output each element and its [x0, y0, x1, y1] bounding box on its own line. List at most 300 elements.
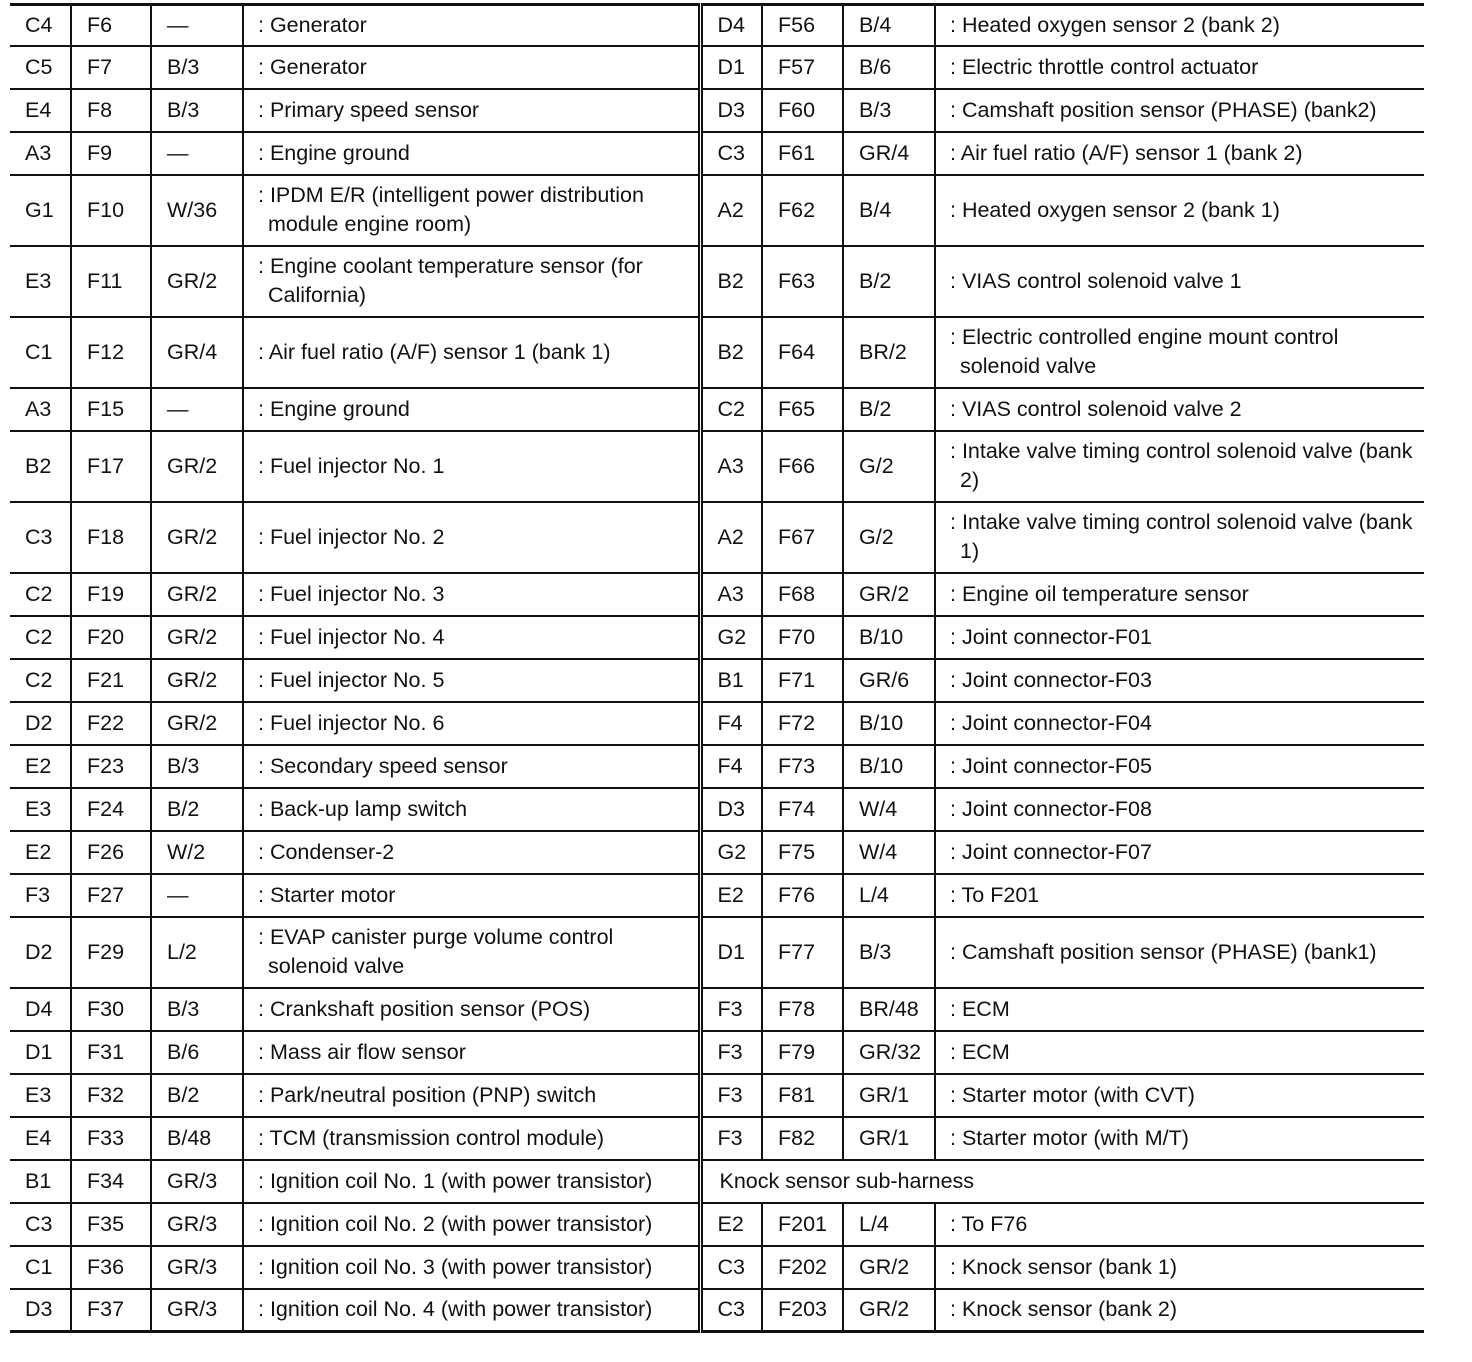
right-connector-no-cell	[762, 831, 843, 874]
left-grid-ref: C5	[25, 54, 53, 79]
right-connector-no-cell	[762, 246, 843, 317]
left-grid-ref-cell	[10, 831, 71, 874]
table-row	[10, 988, 1424, 1031]
left-connector-no-cell	[71, 1160, 151, 1203]
left-connector-no: F24	[87, 796, 125, 821]
left-connector-no-cell	[71, 788, 151, 831]
right-connector-type: L/4	[859, 882, 889, 907]
right-connector-type-cell	[843, 431, 935, 502]
left-grid-ref: B2	[25, 453, 52, 478]
left-grid-ref: D2	[25, 710, 53, 735]
connector-table	[10, 3, 1424, 1333]
right-connector-no: F82	[778, 1125, 816, 1150]
right-connector-no: F70	[778, 624, 816, 649]
left-connector-type: B/2	[167, 796, 200, 821]
right-description-cell	[935, 431, 1424, 502]
right-connector-no-cell	[762, 702, 843, 745]
right-connector-type: BR/2	[859, 339, 907, 364]
right-connector-no: F72	[778, 710, 816, 735]
left-grid-ref-cell	[10, 1203, 71, 1246]
right-connector-type: GR/1	[859, 1125, 910, 1150]
right-grid-ref: G2	[717, 839, 747, 864]
right-grid-ref: A3	[717, 453, 744, 478]
left-description: : Secondary speed sensor	[258, 753, 508, 778]
left-connector-type: B/48	[167, 1125, 212, 1150]
right-description-cell	[935, 1246, 1424, 1289]
left-grid-ref: C1	[25, 1254, 53, 1279]
left-connector-no: F18	[87, 524, 125, 549]
right-connector-no-cell	[762, 46, 843, 89]
left-connector-no-cell	[71, 745, 151, 788]
left-grid-ref-cell	[10, 788, 71, 831]
left-connector-type-cell	[151, 1246, 243, 1289]
right-grid-ref-cell	[700, 1289, 762, 1332]
right-description-cell	[935, 502, 1424, 573]
right-description: : VIAS control solenoid valve 2	[950, 396, 1242, 421]
right-description-cell	[935, 616, 1424, 659]
right-connector-type: B/3	[859, 97, 892, 122]
left-description: : Condenser-2	[258, 839, 395, 864]
right-connector-type-cell	[843, 1117, 935, 1160]
right-grid-ref: F3	[717, 1125, 743, 1150]
right-connector-no-cell	[762, 788, 843, 831]
right-connector-no: F63	[778, 268, 816, 293]
left-connector-type-cell	[151, 317, 243, 388]
right-connector-type: GR/4	[859, 140, 910, 165]
left-connector-no: F10	[87, 197, 125, 222]
table-row	[10, 831, 1424, 874]
right-grid-ref: G2	[717, 624, 747, 649]
right-connector-type-cell	[843, 702, 935, 745]
left-connector-no-cell	[71, 1203, 151, 1246]
left-connector-type: GR/3	[167, 1168, 218, 1193]
right-description-cell	[935, 5, 1424, 46]
left-connector-type: B/2	[167, 1082, 200, 1107]
left-description-cell	[243, 988, 700, 1031]
right-connector-no: F66	[778, 453, 816, 478]
right-description: : Heated oxygen sensor 2 (bank 1)	[950, 197, 1280, 222]
left-connector-no-cell	[71, 659, 151, 702]
left-description-cell	[243, 132, 700, 175]
left-connector-no-cell	[71, 317, 151, 388]
right-connector-type-cell	[843, 874, 935, 917]
right-description-cell	[935, 788, 1424, 831]
left-connector-no: F33	[87, 1125, 125, 1150]
right-description: : Intake valve timing control solenoid valve (bank 1)	[950, 510, 1413, 563]
left-connector-type: B/3	[167, 996, 200, 1021]
right-connector-no-cell	[762, 1117, 843, 1160]
right-description: : To F201	[950, 882, 1040, 907]
left-connector-type: —	[167, 140, 189, 165]
left-grid-ref-cell	[10, 46, 71, 89]
right-description-cell	[935, 1203, 1424, 1246]
right-description: : Knock sensor (bank 2)	[950, 1297, 1178, 1322]
right-description-cell	[935, 89, 1424, 132]
left-description: : Fuel injector No. 3	[258, 581, 445, 606]
right-grid-ref: E2	[717, 1211, 744, 1236]
right-description: : Knock sensor (bank 1)	[950, 1254, 1178, 1279]
left-connector-no: F29	[87, 939, 125, 964]
left-grid-ref-cell	[10, 745, 71, 788]
left-grid-ref: E3	[25, 268, 52, 293]
table-row	[10, 1074, 1424, 1117]
left-connector-type-cell	[151, 616, 243, 659]
right-connector-no-cell	[762, 1031, 843, 1074]
right-connector-no: F60	[778, 97, 816, 122]
table-row	[10, 89, 1424, 132]
right-grid-ref: A3	[717, 581, 744, 606]
right-grid-ref-cell	[700, 702, 762, 745]
right-grid-ref-cell	[700, 1117, 762, 1160]
right-connector-type-cell	[843, 616, 935, 659]
right-grid-ref-cell	[700, 132, 762, 175]
right-grid-ref: B1	[717, 667, 744, 692]
right-connector-type-cell	[843, 46, 935, 89]
right-connector-no-cell	[762, 745, 843, 788]
left-grid-ref-cell	[10, 1031, 71, 1074]
right-connector-type: B/3	[859, 939, 892, 964]
left-description: : Back-up lamp switch	[258, 796, 468, 821]
right-connector-type: GR/1	[859, 1082, 910, 1107]
right-connector-type: GR/32	[859, 1039, 922, 1064]
left-connector-no-cell	[71, 831, 151, 874]
left-connector-type: B/3	[167, 753, 200, 778]
table-row	[10, 616, 1424, 659]
left-connector-no: F26	[87, 839, 125, 864]
right-connector-no-cell	[762, 502, 843, 573]
left-connector-type-cell	[151, 1117, 243, 1160]
left-connector-type: GR/2	[167, 624, 218, 649]
left-description: : TCM (transmission control module)	[258, 1125, 605, 1150]
right-grid-ref-cell	[700, 988, 762, 1031]
right-connector-no-cell	[762, 659, 843, 702]
left-connector-type: GR/2	[167, 268, 218, 293]
left-description: : IPDM E/R (intelligent power distribution module engine room)	[258, 183, 644, 236]
left-connector-type: B/3	[167, 97, 200, 122]
right-description-cell	[935, 132, 1424, 175]
left-connector-type-cell	[151, 388, 243, 431]
right-connector-type-cell	[843, 132, 935, 175]
right-connector-type: W/4	[859, 839, 898, 864]
table-row	[10, 917, 1424, 988]
left-grid-ref-cell	[10, 175, 71, 246]
right-connector-no: F77	[778, 939, 816, 964]
left-description: : Ignition coil No. 1 (with power transistor)	[258, 1168, 653, 1193]
right-description-cell	[935, 1289, 1424, 1332]
left-connector-type: W/2	[167, 839, 206, 864]
left-grid-ref: D4	[25, 996, 53, 1021]
left-description: : Fuel injector No. 5	[258, 667, 445, 692]
table-row	[10, 1031, 1424, 1074]
right-grid-ref-cell	[700, 388, 762, 431]
right-connector-type-cell	[843, 89, 935, 132]
left-connector-no-cell	[71, 573, 151, 616]
right-description: : Starter motor (with M/T)	[950, 1125, 1189, 1150]
right-connector-type-cell	[843, 917, 935, 988]
left-description: : Starter motor	[258, 882, 396, 907]
right-grid-ref-cell	[700, 5, 762, 46]
left-connector-type-cell	[151, 917, 243, 988]
right-grid-ref-cell	[700, 431, 762, 502]
left-description: : Fuel injector No. 1	[258, 453, 445, 478]
left-connector-type-cell	[151, 46, 243, 89]
left-connector-no: F17	[87, 453, 125, 478]
left-connector-type-cell	[151, 5, 243, 46]
right-grid-ref: C3	[717, 1297, 745, 1322]
right-connector-type-cell	[843, 388, 935, 431]
right-grid-ref-cell	[700, 175, 762, 246]
right-connector-type: B/2	[859, 396, 892, 421]
right-connector-type: BR/48	[859, 996, 919, 1021]
right-connector-no: F56	[778, 12, 816, 37]
right-grid-ref: D1	[717, 54, 745, 79]
left-connector-type: W/36	[167, 197, 218, 222]
right-connector-no: F73	[778, 753, 816, 778]
left-connector-no: F21	[87, 667, 125, 692]
left-connector-no-cell	[71, 246, 151, 317]
right-grid-ref: A2	[717, 197, 744, 222]
right-grid-ref-cell	[700, 502, 762, 573]
right-grid-ref: F4	[717, 753, 743, 778]
left-grid-ref: E4	[25, 97, 52, 122]
right-description: : Engine oil temperature sensor	[950, 581, 1249, 606]
right-grid-ref-cell	[700, 616, 762, 659]
left-connector-type: GR/3	[167, 1297, 218, 1322]
left-description-cell	[243, 573, 700, 616]
right-connector-type-cell	[843, 502, 935, 573]
left-description: : Fuel injector No. 6	[258, 710, 445, 735]
left-description-cell	[243, 1246, 700, 1289]
left-connector-type-cell	[151, 502, 243, 573]
left-connector-no: F22	[87, 710, 125, 735]
right-description: : Joint connector-F07	[950, 839, 1152, 864]
left-description-cell	[243, 46, 700, 89]
left-connector-type: —	[167, 12, 189, 37]
left-description: : Crankshaft position sensor (POS)	[258, 996, 591, 1021]
right-connector-no-cell	[762, 1203, 843, 1246]
left-description-cell	[243, 831, 700, 874]
right-connector-no: F202	[778, 1254, 828, 1279]
right-description: : Electric controlled engine mount control solenoid valve	[950, 325, 1339, 378]
right-description-cell	[935, 317, 1424, 388]
left-connector-no: F12	[87, 339, 125, 364]
right-grid-ref-cell	[700, 246, 762, 317]
right-grid-ref: C3	[717, 1254, 745, 1279]
left-connector-no: F8	[87, 97, 113, 122]
right-connector-no: F61	[778, 140, 816, 165]
right-grid-ref-cell	[700, 788, 762, 831]
left-grid-ref: A3	[25, 140, 52, 165]
right-connector-type-cell	[843, 1289, 935, 1332]
left-connector-type-cell	[151, 431, 243, 502]
right-connector-no: F67	[778, 524, 816, 549]
left-connector-no-cell	[71, 874, 151, 917]
right-grid-ref-cell	[700, 1074, 762, 1117]
right-connector-no: F64	[778, 339, 816, 364]
right-connector-no: F57	[778, 54, 816, 79]
left-connector-no-cell	[71, 388, 151, 431]
left-grid-ref: F3	[25, 882, 51, 907]
left-grid-ref-cell	[10, 573, 71, 616]
left-description: : Ignition coil No. 2 (with power transistor)	[258, 1211, 653, 1236]
right-grid-ref: D1	[717, 939, 745, 964]
left-connector-type: L/2	[167, 939, 197, 964]
left-grid-ref-cell	[10, 874, 71, 917]
right-grid-ref: F3	[717, 1039, 743, 1064]
left-description: : Engine ground	[258, 140, 410, 165]
right-connector-no: F76	[778, 882, 816, 907]
left-connector-type-cell	[151, 132, 243, 175]
table-row	[10, 702, 1424, 745]
right-description-cell	[935, 988, 1424, 1031]
left-connector-type-cell	[151, 246, 243, 317]
right-connector-type-cell	[843, 745, 935, 788]
right-description-cell	[935, 745, 1424, 788]
right-description-cell	[935, 1117, 1424, 1160]
right-description: : Camshaft position sensor (PHASE) (bank1)	[950, 939, 1377, 964]
left-grid-ref-cell	[10, 988, 71, 1031]
right-connector-no: F81	[778, 1082, 816, 1107]
left-grid-ref-cell	[10, 89, 71, 132]
right-connector-no-cell	[762, 89, 843, 132]
left-connector-type-cell	[151, 1203, 243, 1246]
right-connector-no-cell	[762, 1074, 843, 1117]
section-header: Knock sensor sub-harness	[719, 1168, 975, 1193]
left-description: : Engine coolant temperature sensor (for California)	[258, 254, 643, 307]
right-grid-ref-cell	[700, 317, 762, 388]
left-connector-no-cell	[71, 175, 151, 246]
right-connector-no-cell	[762, 388, 843, 431]
left-grid-ref-cell	[10, 502, 71, 573]
right-description: : Intake valve timing control solenoid valve (bank 2)	[950, 439, 1413, 492]
right-connector-no-cell	[762, 317, 843, 388]
right-connector-no: F74	[778, 796, 816, 821]
right-connector-type: GR/2	[859, 1297, 910, 1322]
left-grid-ref: E2	[25, 753, 52, 778]
right-connector-type-cell	[843, 659, 935, 702]
right-description: : Joint connector-F05	[950, 753, 1152, 778]
left-connector-type-cell	[151, 659, 243, 702]
right-connector-type-cell	[843, 175, 935, 246]
left-grid-ref: E3	[25, 796, 52, 821]
left-connector-type: GR/2	[167, 524, 218, 549]
left-grid-ref: D3	[25, 1297, 53, 1322]
left-grid-ref-cell	[10, 388, 71, 431]
left-connector-no-cell	[71, 1117, 151, 1160]
right-connector-type: L/4	[859, 1211, 889, 1236]
right-connector-no-cell	[762, 1289, 843, 1332]
right-connector-type-cell	[843, 5, 935, 46]
right-connector-no-cell	[762, 988, 843, 1031]
right-grid-ref-cell	[700, 573, 762, 616]
right-connector-type: B/4	[859, 197, 892, 222]
left-connector-type: GR/2	[167, 710, 218, 735]
left-grid-ref-cell	[10, 431, 71, 502]
left-connector-no-cell	[71, 917, 151, 988]
right-connector-no: F65	[778, 396, 816, 421]
left-connector-no-cell	[71, 431, 151, 502]
left-grid-ref-cell	[10, 132, 71, 175]
left-connector-type-cell	[151, 1289, 243, 1332]
right-grid-ref: B2	[717, 339, 744, 364]
right-connector-type-cell	[843, 1031, 935, 1074]
left-connector-no: F34	[87, 1168, 125, 1193]
left-connector-no-cell	[71, 988, 151, 1031]
right-connector-no: F201	[778, 1211, 828, 1236]
left-description: : EVAP canister purge volume control solenoid valve	[258, 925, 614, 978]
right-connector-no: F75	[778, 839, 816, 864]
left-connector-no-cell	[71, 5, 151, 46]
left-connector-type: GR/2	[167, 667, 218, 692]
left-connector-type-cell	[151, 702, 243, 745]
table-row	[10, 5, 1424, 46]
right-grid-ref: B2	[717, 268, 744, 293]
left-connector-no-cell	[71, 616, 151, 659]
left-grid-ref-cell	[10, 1246, 71, 1289]
table-row	[10, 1246, 1424, 1289]
table-body	[10, 5, 1424, 1332]
left-grid-ref: C2	[25, 581, 53, 606]
left-description-cell	[243, 745, 700, 788]
right-description-cell	[935, 573, 1424, 616]
left-grid-ref-cell	[10, 1289, 71, 1332]
right-grid-ref-cell	[700, 1031, 762, 1074]
right-grid-ref-cell	[700, 745, 762, 788]
table-row	[10, 745, 1424, 788]
right-connector-type: W/4	[859, 796, 898, 821]
left-grid-ref: B1	[25, 1168, 52, 1193]
left-connector-type-cell	[151, 89, 243, 132]
left-description-cell	[243, 431, 700, 502]
right-grid-ref-cell	[700, 659, 762, 702]
right-connector-type: B/10	[859, 624, 904, 649]
right-connector-type-cell	[843, 831, 935, 874]
right-connector-type-cell	[843, 246, 935, 317]
right-description: : Starter motor (with CVT)	[950, 1082, 1195, 1107]
left-grid-ref: C2	[25, 624, 53, 649]
left-grid-ref: E4	[25, 1125, 52, 1150]
right-description-cell	[935, 1031, 1424, 1074]
right-description: : Joint connector-F08	[950, 796, 1152, 821]
left-description-cell	[243, 702, 700, 745]
left-grid-ref: E3	[25, 1082, 52, 1107]
left-connector-type: —	[167, 396, 189, 421]
left-description: : Generator	[258, 12, 367, 37]
table-row	[10, 46, 1424, 89]
right-connector-type-cell	[843, 1074, 935, 1117]
left-connector-no-cell	[71, 89, 151, 132]
left-description-cell	[243, 1160, 700, 1203]
left-description-cell	[243, 1289, 700, 1332]
left-connector-type-cell	[151, 788, 243, 831]
left-description-cell	[243, 659, 700, 702]
right-grid-ref-cell	[700, 46, 762, 89]
left-description: : Primary speed sensor	[258, 97, 480, 122]
table-row	[10, 1117, 1424, 1160]
left-description-cell	[243, 1203, 700, 1246]
left-connector-type: —	[167, 882, 189, 907]
right-grid-ref-cell	[700, 917, 762, 988]
right-grid-ref-cell	[700, 89, 762, 132]
left-connector-type-cell	[151, 1074, 243, 1117]
right-connector-no-cell	[762, 573, 843, 616]
left-connector-no-cell	[71, 132, 151, 175]
right-connector-no: F62	[778, 197, 816, 222]
right-description-cell	[935, 246, 1424, 317]
left-grid-ref: C3	[25, 524, 53, 549]
left-description-cell	[243, 317, 700, 388]
left-connector-type-cell	[151, 1031, 243, 1074]
